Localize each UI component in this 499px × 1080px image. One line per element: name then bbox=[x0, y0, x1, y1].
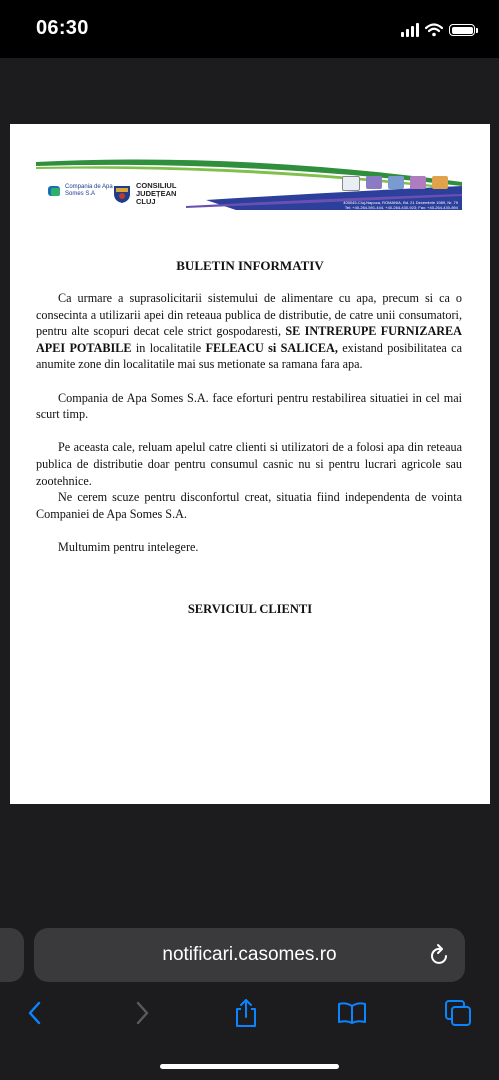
document-title: BULETIN INFORMATIV bbox=[176, 258, 324, 273]
reload-icon[interactable] bbox=[429, 943, 451, 967]
tabs-icon bbox=[444, 999, 472, 1027]
cert-badge-icon bbox=[388, 176, 404, 189]
bold-text: FELEACU si SALICEA, bbox=[205, 340, 338, 355]
contact-line: 400045-Cluj-Napoca, ROMANIA, Bd. 21 Decembrie 1989, Nr. 79 bbox=[343, 200, 458, 205]
battery-icon bbox=[449, 24, 475, 36]
browser-toolbar bbox=[0, 990, 499, 1038]
company-logo-line2: Somes S.A bbox=[65, 191, 96, 197]
cert-badge-icon bbox=[342, 176, 360, 191]
home-indicator[interactable] bbox=[160, 1064, 339, 1069]
document-body bbox=[36, 290, 462, 556]
bold-text: SE INTRERUPE FURNIZAREA APEI POTABILE bbox=[36, 324, 462, 355]
wifi-icon bbox=[425, 23, 443, 37]
coat-of-arms-icon bbox=[112, 184, 132, 204]
previous-tab-preview[interactable] bbox=[0, 928, 24, 982]
cert-badge-icon bbox=[410, 176, 426, 189]
council-line1: CONSILIUL bbox=[136, 181, 177, 190]
status-time: 06:30 bbox=[36, 17, 89, 39]
share-icon bbox=[233, 998, 259, 1028]
forward-button[interactable] bbox=[125, 996, 159, 1030]
share-button[interactable] bbox=[229, 996, 263, 1030]
letterhead-contact bbox=[288, 200, 458, 215]
contact-line: E-mail: casomes@casomes.ro; Web: www.casomes.ro bbox=[360, 210, 458, 215]
paragraph: Ne cerem scuze pentru disconfortul creat, situatia fiind independenta de vointa Companiei de Apa Somes S.A. bbox=[36, 490, 462, 521]
paragraph: Ca urmare a suprasolicitarii sistemului de alimentare cu apa, precum si ca o consecinta a utilizarii apei din reteaua publica de distributie, de catre unii consumatori, pentru alte scopuri decat cele strict gospodaresti, SE INTRERUPE FURNIZAREA APEI POTABILE in localitatile FELEACU si SALICEA, existand posibilitatea ca anumite zone din localitatile mai sus metionate sa ramana fara apa. bbox=[36, 291, 462, 372]
cert-badge-icon bbox=[366, 176, 382, 189]
address-bar[interactable] bbox=[34, 928, 465, 982]
council-logo bbox=[112, 182, 176, 206]
paragraph: Compania de Apa Somes S.A. face eforturi pentru restabilirea situatiei in cel mai scurt timp. bbox=[36, 390, 462, 422]
status-bar bbox=[0, 0, 499, 58]
signature: SERVICIUL CLIENTI bbox=[187, 602, 313, 616]
tabs-button[interactable] bbox=[441, 996, 475, 1030]
forward-icon bbox=[134, 1001, 150, 1025]
company-logo bbox=[48, 184, 113, 198]
cellular-signal-icon bbox=[401, 23, 419, 37]
water-drop-logo-icon bbox=[48, 184, 62, 198]
bookmarks-button[interactable] bbox=[335, 996, 369, 1030]
battery-fill bbox=[452, 27, 473, 34]
contact-line: Tel: +40-264-591-444, +40-264-430-923; Fax: +40-264-430-894 bbox=[344, 205, 458, 210]
certification-badges bbox=[342, 176, 448, 191]
company-logo-line1: Compania de Apa bbox=[65, 184, 113, 190]
paragraph: Multumim pentru intelegere. bbox=[58, 539, 199, 554]
cert-badge-icon bbox=[432, 176, 448, 189]
back-button[interactable] bbox=[18, 996, 52, 1030]
council-line3: CLUJ bbox=[136, 197, 156, 206]
council-line2: JUDEȚEAN bbox=[136, 189, 177, 198]
document-page bbox=[10, 124, 490, 804]
letterhead bbox=[36, 156, 462, 216]
status-icons bbox=[401, 20, 475, 40]
url-text[interactable]: notificari.casomes.ro bbox=[162, 944, 337, 965]
bookmarks-icon bbox=[337, 1001, 367, 1025]
back-icon bbox=[27, 1001, 43, 1025]
paragraph: Pe aceasta cale, reluam apelul catre clienti si utilizatori de a folosi apa din reteaua publica de distributie doar pentru consumul casnic nu si pentru lucrari agricole sau zootehnice. bbox=[36, 440, 462, 488]
